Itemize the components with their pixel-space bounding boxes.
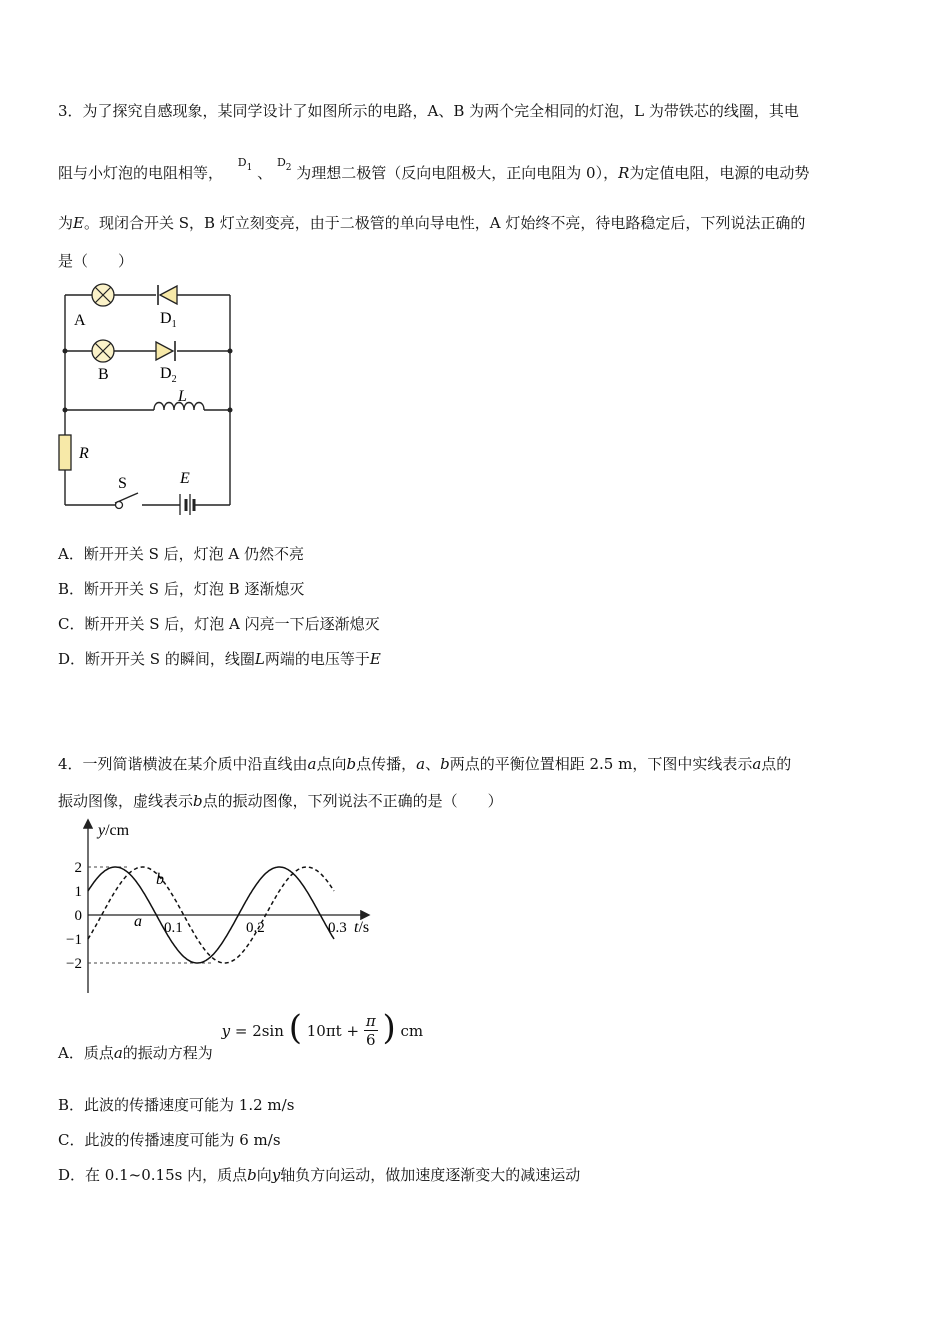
- q3-line-1: [58, 100, 799, 121]
- y-tick-label: 1: [74, 884, 82, 900]
- x-tick-label: 0.1: [164, 920, 183, 936]
- lamp-a-label: A: [74, 312, 86, 329]
- resistor-label: R: [79, 445, 89, 462]
- resistor-icon: [59, 435, 71, 470]
- y-axis-title: [96, 822, 130, 839]
- y-axis-var: y: [98, 822, 106, 839]
- lamp-a-icon: [92, 284, 114, 306]
- q4-option-b: B．此波的传播速度可能为 1.2 m/s: [58, 1096, 295, 1114]
- separator: 、: [257, 164, 273, 182]
- q4-line-2: 振动图像，虚线表示b点的振动图像，下列说法不正确的是（ ）: [58, 792, 503, 810]
- coil-label: L: [178, 388, 187, 405]
- vibration-graph: [50, 815, 390, 1005]
- diode-d1-icon: [158, 285, 177, 305]
- lamp-b-icon: [92, 340, 114, 362]
- q4-option-c: C．此波的传播速度可能为 6 m/s: [58, 1131, 281, 1149]
- x-axis-var: t: [354, 919, 359, 936]
- diode-d2-icon: [156, 341, 175, 361]
- switch-label: S: [118, 475, 127, 492]
- series-a-label: a: [134, 913, 142, 931]
- lamp-b-label: B: [98, 366, 109, 383]
- y-tick-label: 0: [74, 908, 82, 924]
- y-tick-label: −2: [66, 956, 82, 972]
- x-axis-title: [354, 919, 369, 936]
- switch-icon: [116, 502, 123, 509]
- q3-option-c: C．断开开关 S 后，灯泡 A 闪亮一下后逐渐熄灭: [58, 615, 380, 633]
- diode-d1-label: D1: [237, 156, 253, 173]
- battery-icon: [180, 494, 194, 515]
- q3-option-b: B．断开开关 S 后，灯泡 B 逐渐熄灭: [58, 580, 305, 598]
- q3-stem-text: 阻与小灯泡的电阻相等，: [58, 164, 224, 182]
- q4-line-1: 4．一列简谐横波在某介质中沿直线由a点向b点传播，a、b两点的平衡位置相距 2.5 m，下图中实线表示a点的: [58, 755, 792, 773]
- circuit-nodes: [63, 349, 233, 413]
- x-axis-unit: /s: [358, 919, 370, 936]
- q3-option-d: D．断开开关 S 的瞬间，线圈L两端的电压等于E: [58, 650, 381, 668]
- y-axis-unit: /cm: [105, 822, 130, 839]
- q4-option-d: D．在 0.1~0.15s 内，质点b向y轴负方向运动，做加速度逐渐变大的减速运动: [58, 1166, 581, 1184]
- q3-line-2: 阻与小灯泡的电阻相等， $^{D_1}$ 、 $^{D_2}$ 为理想二极管（反向电阻极大，正向电阻为 0），R为定值电阻，电源的电动势: [58, 156, 810, 182]
- q3-line-3: 为E。现闭合开关 S，B 灯立刻变亮，由于二极管的单向导电性，A 灯始终不亮，待电路稳定后，下列说法正确的: [58, 214, 806, 232]
- emf-label: E: [180, 470, 190, 487]
- diode-d2-label: D2: [276, 156, 292, 173]
- vibration-equation: y = 2sin ( 10πt + $\frac{\pi}{6}$ ) cm: [221, 1008, 424, 1049]
- y-tick-label: −1: [66, 932, 82, 948]
- q3-option-a: A．断开开关 S 后，灯泡 A 仍然不亮: [58, 545, 305, 563]
- d1-label: $D_1$: [160, 310, 177, 330]
- var-e: E: [73, 214, 84, 232]
- x-tick-label: 0.3: [328, 920, 347, 936]
- circuit-diagram: [50, 275, 250, 515]
- d2-label: $D_2$: [160, 365, 177, 385]
- q3-line-4: 是（ ）: [58, 252, 134, 270]
- series-b-label: b: [156, 870, 164, 888]
- q4-option-a: A．质点a的振动方程为 y = 2sin ( 10πt + $\frac{\pi}{6}$ ) cm: [58, 1008, 424, 1062]
- x-tick-label: 0.2: [246, 920, 265, 936]
- var-r: R: [618, 164, 630, 182]
- q3-stem-text: 3．为了探究自感现象，某同学设计了如图所示的电路，A、B 为两个完全相同的灯泡，L 为带铁芯的线圈，其电: [58, 102, 799, 120]
- y-tick-label: 2: [74, 860, 82, 876]
